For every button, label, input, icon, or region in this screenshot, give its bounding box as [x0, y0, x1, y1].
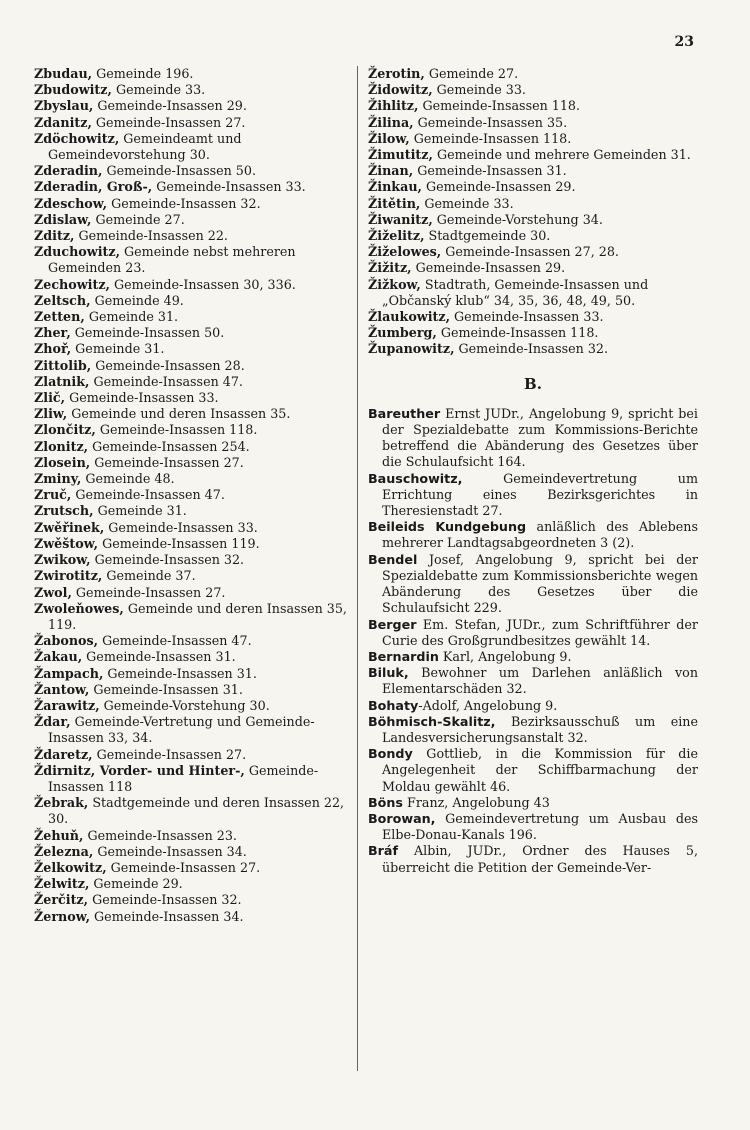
- entry-heading: Žimutitz,: [368, 147, 433, 163]
- entry-heading: Bernardin: [368, 648, 439, 664]
- index-entry: [34, 390, 352, 406]
- entry-heading: Zwikow,: [34, 552, 91, 568]
- index-entry: [34, 406, 352, 422]
- entry-text: Albin, JUDr., Ordner des Hauses 5, überreicht die Petition der Gemeinde-Ver-: [382, 843, 698, 875]
- entry-heading: Zduchowitz,: [34, 244, 120, 260]
- entry-text: Stadtrath, Gemeinde-Insassen und „Občanský klub“ 34, 35, 36, 48, 49, 50.: [382, 276, 649, 308]
- entry-text: Gemeindevertretung um Errichtung eines Bezirksgerichtes in Theresienstadt 27.: [382, 470, 698, 519]
- index-entry: [34, 892, 352, 908]
- entry-heading: Ždaretz,: [34, 746, 93, 762]
- entry-text: Gemeinde-Insassen 31.: [89, 681, 243, 697]
- entry-heading: Zlosein,: [34, 454, 91, 470]
- entry-heading: Zdeschow,: [34, 195, 108, 211]
- entry-heading: Žitětin,: [368, 195, 421, 211]
- entry-heading: Žinkau,: [368, 179, 422, 195]
- index-entry: [34, 714, 352, 746]
- entry-heading: Bareuther: [368, 405, 441, 421]
- entry-text: Gemeinde-Insassen 47.: [71, 487, 225, 503]
- index-entry: [368, 196, 698, 212]
- entry-heading: Žarawitz,: [34, 697, 100, 713]
- index-entry: [34, 503, 352, 519]
- index-entry: [34, 422, 352, 438]
- entry-text: Gemeinde-Insassen 28.: [91, 357, 245, 373]
- entry-heading: Zwirotitz,: [34, 568, 103, 584]
- entry-text: Gemeinde 33.: [111, 82, 206, 98]
- index-entry: [34, 601, 352, 633]
- entry-text: Gemeinde-Insassen 29.: [93, 98, 247, 114]
- entry-text: Gemeinde-Insassen 27, 28.: [441, 244, 619, 260]
- index-entry: [34, 909, 352, 925]
- entry-text: Gemeinde-Vorstehung 30.: [99, 697, 270, 713]
- entry-heading: Žakau,: [34, 649, 83, 665]
- index-entry: [34, 844, 352, 860]
- entry-heading: Zwoleňowes,: [34, 600, 124, 616]
- right-column: [368, 66, 698, 876]
- entry-heading: Žumberg,: [368, 325, 437, 341]
- column-divider: [357, 66, 358, 1071]
- index-entry: [368, 131, 698, 147]
- entry-text: Gemeinde-Insassen 119.: [98, 535, 260, 551]
- index-entry: [34, 828, 352, 844]
- entry-text: Gemeinde 196.: [92, 66, 194, 81]
- entry-heading: Žihlitz,: [368, 98, 419, 114]
- entry-text: Gemeinde 33.: [420, 195, 514, 211]
- entry-heading: Zlonitz,: [34, 438, 89, 454]
- entry-heading: Zwěřinek,: [34, 519, 105, 535]
- entry-heading: Žiželitz,: [368, 228, 425, 244]
- index-entry: [368, 665, 698, 697]
- entry-heading: Ždar,: [34, 714, 71, 730]
- entry-text: Gemeinde 33.: [432, 82, 526, 98]
- entry-text: Gemeinde-Insassen 32.: [90, 552, 245, 568]
- index-entry: [34, 196, 352, 212]
- entry-text: Gemeinde-Insassen 32.: [454, 341, 609, 357]
- entry-heading: Zminy,: [34, 471, 82, 487]
- entry-heading: Bondy: [368, 746, 413, 762]
- entry-text: Gemeinde-Insassen 27.: [71, 584, 226, 600]
- entry-text: Gemeinde-Insassen 118: [48, 762, 319, 794]
- entry-text: Gemeinde-Insassen 22.: [74, 228, 228, 244]
- entry-heading: Zeltsch,: [34, 292, 91, 308]
- entry-text: Gemeinde-Insassen 50.: [102, 163, 256, 179]
- index-entry: [34, 277, 352, 293]
- index-entry: [34, 666, 352, 682]
- entry-text: Gemeinde-Insassen 27.: [91, 114, 246, 130]
- entry-heading: Železna,: [34, 843, 94, 859]
- section-letter: B.: [524, 374, 542, 393]
- entry-heading: Biluk,: [368, 665, 409, 681]
- entry-heading: Bauschowitz,: [368, 470, 463, 486]
- index-entry: [34, 212, 352, 228]
- index-entry: [368, 244, 698, 260]
- entry-text: anläßlich des Ablebens mehrerer Landtagsabgeordneten 3 (2).: [382, 519, 698, 551]
- index-entry: [34, 649, 352, 665]
- entry-heading: Zittolib,: [34, 357, 92, 373]
- index-entry: [368, 714, 698, 746]
- entry-text: Gemeinde-Insassen 118.: [409, 130, 572, 146]
- entry-heading: Žlaukowitz,: [368, 309, 451, 325]
- index-entry: [368, 212, 698, 228]
- index-entry: [368, 698, 698, 714]
- entry-text: Gemeinde-Insassen 34.: [90, 908, 244, 924]
- entry-heading: Žižitz,: [368, 260, 412, 276]
- entry-heading: Zdislaw,: [34, 211, 92, 227]
- index-entry: [368, 746, 698, 795]
- page-number: 23: [674, 34, 694, 50]
- entry-heading: Borowan,: [368, 810, 436, 826]
- entry-text: Gemeinde-Insassen 254.: [88, 438, 250, 454]
- entry-text: Gemeinde-Insassen 34.: [93, 843, 247, 859]
- index-entry: [34, 860, 352, 876]
- entry-text: Gemeinde und deren Insassen 35.: [67, 406, 291, 422]
- entry-text: Gemeinde-Insassen 32.: [107, 195, 261, 211]
- entry-text: Gemeinde 29.: [89, 876, 183, 892]
- entry-heading: Böns: [368, 794, 403, 810]
- entry-text: Gemeinde-Insassen 31.: [413, 163, 567, 179]
- index-entry: [368, 811, 698, 843]
- entry-heading: Žinan,: [368, 163, 414, 179]
- index-entry: [34, 341, 352, 357]
- entry-heading: Zderadin, Groß-,: [34, 179, 153, 195]
- entry-heading: Zruč,: [34, 487, 72, 503]
- entry-heading: Žernow,: [34, 908, 91, 924]
- entry-text: Gemeinde-Insassen 30, 336.: [109, 276, 296, 292]
- entry-heading: Žiwanitz,: [368, 211, 433, 227]
- entry-text: Gemeinde-Vorstehung 34.: [432, 211, 603, 227]
- index-entry: [34, 325, 352, 341]
- entry-text: Gemeinde-Insassen 118.: [95, 422, 258, 438]
- entry-heading: Bohaty: [368, 697, 419, 713]
- index-entry: [34, 487, 352, 503]
- entry-text: Karl, Angelobung 9.: [438, 648, 572, 664]
- index-entry: [34, 82, 352, 98]
- entry-text: Gemeinde-Insassen 29.: [421, 179, 576, 195]
- index-entry: [368, 163, 698, 179]
- index-entry: [368, 66, 698, 82]
- entry-heading: Žiželowes,: [368, 244, 442, 260]
- entry-heading: Žampach,: [34, 665, 104, 681]
- entry-text: Franz, Angelobung 43: [402, 794, 550, 810]
- entry-text: Bezirksausschuß um eine Landesversicherungsanstalt 32.: [382, 713, 698, 745]
- entry-heading: Böhmisch-Skalitz,: [368, 713, 496, 729]
- entry-text: Gemeinde nebst mehreren Gemeinden 23.: [48, 244, 296, 276]
- index-entry: [34, 228, 352, 244]
- index-entry: [34, 131, 352, 163]
- index-entry: [34, 374, 352, 390]
- index-entry: [368, 179, 698, 195]
- entry-heading: Berger: [368, 616, 417, 632]
- index-entry: [34, 682, 352, 698]
- left-column: [34, 66, 352, 925]
- index-entry: [368, 649, 698, 665]
- entry-text: Gemeinde-Insassen 33.: [152, 179, 306, 195]
- entry-text: Gemeinde-Insassen 47.: [98, 633, 252, 649]
- entry-heading: Beileids Kundgebung: [368, 519, 527, 535]
- index-entry: [34, 244, 352, 276]
- entry-text: Gemeinde 37.: [102, 568, 196, 584]
- entry-heading: Zher,: [34, 325, 71, 341]
- entry-text: Gemeinde-Insassen 35.: [413, 114, 568, 130]
- entry-heading: Zbudau,: [34, 66, 93, 81]
- entry-text: Gemeinde-Insassen 31.: [103, 665, 257, 681]
- index-entry: [34, 163, 352, 179]
- entry-text: Gottlieb, in die Kommission für die Angelegenheit der Schiffbarmachung der Moldau gewählt 46.: [382, 746, 698, 794]
- entry-heading: Žerčitz,: [34, 892, 89, 908]
- entry-heading: Zderadin,: [34, 163, 103, 179]
- index-entry: [368, 341, 698, 357]
- entry-heading: Želkowitz,: [34, 859, 107, 875]
- entry-heading: Bráf: [368, 843, 399, 859]
- entry-text: Gemeinde-Insassen 27.: [90, 454, 244, 470]
- entry-text: Bewohner um Darlehen anläßlich von Elementarschäden 32.: [382, 665, 698, 697]
- index-entry: [34, 358, 352, 374]
- entry-text: Gemeinde-Insassen 33.: [65, 390, 219, 406]
- entry-heading: Zwěštow,: [34, 535, 99, 551]
- entry-heading: Zliw,: [34, 406, 68, 422]
- entry-heading: Žerotin,: [368, 66, 425, 81]
- entry-text: Gemeindevertretung um Ausbau des Elbe-Donau-Kanals 196.: [382, 810, 698, 843]
- entry-text: Gemeinde 31.: [84, 309, 179, 325]
- entry-heading: Bendel: [368, 551, 418, 567]
- entry-heading: Županowitz,: [368, 341, 455, 357]
- entry-heading: Zlončitz,: [34, 422, 96, 438]
- entry-text: Gemeindeamt und Gemeindevorstehung 30.: [48, 130, 242, 163]
- entry-text: Josef, Angelobung 9, spricht bei der Spezialdebatte zum Kommissionsberichte wegen Abänderung des Gesetzes über die Schulaufsicht 229.: [382, 551, 698, 616]
- index-entry: [34, 66, 352, 82]
- entry-heading: Žehuň,: [34, 827, 84, 843]
- entry-heading: Zhoř,: [34, 341, 72, 357]
- index-entry: [368, 277, 698, 309]
- entry-text: Gemeinde-Insassen 23.: [83, 827, 237, 843]
- index-entry: [368, 617, 698, 649]
- entry-text: -Adolf, Angelobung 9.: [418, 697, 558, 713]
- index-entry: [368, 795, 698, 811]
- entry-text: Gemeinde-Insassen 32.: [88, 892, 242, 908]
- index-entry: [34, 633, 352, 649]
- index-entry: [368, 309, 698, 325]
- entry-heading: Zdanitz,: [34, 114, 92, 130]
- entry-text: Em. Stefan, JUDr., zum Schriftführer der Curie des Großgrundbesitzes gewählt 14.: [382, 616, 698, 648]
- entry-heading: Zlatnik,: [34, 373, 90, 389]
- index-entry: [368, 115, 698, 131]
- index-entry: [368, 406, 698, 471]
- index-entry: [34, 115, 352, 131]
- entry-heading: Žižkow,: [368, 276, 421, 292]
- entry-text: Gemeinde und deren Insassen 35, 119.: [48, 600, 347, 632]
- index-entry: [34, 455, 352, 471]
- entry-text: Stadtgemeinde 30.: [424, 228, 551, 244]
- index-entry: [368, 147, 698, 163]
- index-entry: [368, 552, 698, 617]
- index-entry: [368, 519, 698, 551]
- index-entry: [34, 568, 352, 584]
- index-entry: [34, 98, 352, 114]
- entry-text: Gemeinde 49.: [90, 292, 184, 308]
- entry-heading: Žebrak,: [34, 795, 89, 811]
- index-entry: [34, 552, 352, 568]
- index-entry: [368, 471, 698, 520]
- index-entry: [34, 439, 352, 455]
- entry-heading: Želwitz,: [34, 876, 90, 892]
- entry-heading: Zbyslau,: [34, 98, 94, 114]
- entry-heading: Zetten,: [34, 309, 85, 325]
- entry-heading: Žabonos,: [34, 633, 99, 649]
- entry-heading: Ždirnitz, Vorder- und Hinter-,: [34, 762, 245, 778]
- index-entry: [34, 536, 352, 552]
- index-entry: [368, 260, 698, 276]
- entry-text: Gemeinde-Insassen 27.: [106, 859, 261, 875]
- index-entry: [34, 763, 352, 795]
- index-entry: [34, 876, 352, 892]
- index-entry: [368, 843, 698, 875]
- entry-text: Gemeinde 48.: [81, 471, 175, 487]
- entry-text: Gemeinde-Insassen 31.: [82, 649, 236, 665]
- entry-heading: Židowitz,: [368, 82, 433, 98]
- entry-heading: Zditz,: [34, 228, 75, 244]
- index-entry: [34, 309, 352, 325]
- entry-text: Gemeinde-Insassen 118.: [418, 98, 581, 114]
- entry-heading: Zbudowitz,: [34, 82, 112, 98]
- entry-heading: Zechowitz,: [34, 276, 110, 292]
- entry-text: Gemeinde 27.: [424, 66, 519, 81]
- entry-text: Gemeinde-Insassen 29.: [411, 260, 566, 276]
- index-entry: [34, 747, 352, 763]
- entry-text: Gemeinde-Insassen 27.: [92, 746, 247, 762]
- index-entry: [34, 698, 352, 714]
- entry-text: Gemeinde 31.: [93, 503, 187, 519]
- entry-heading: Žilow,: [368, 130, 410, 146]
- entry-text: Gemeinde-Insassen 118.: [436, 325, 599, 341]
- entry-text: Gemeinde und mehrere Gemeinden 31.: [432, 147, 691, 163]
- index-entry: [368, 325, 698, 341]
- index-entry: [34, 293, 352, 309]
- entry-text: Gemeinde-Insassen 33.: [104, 519, 258, 535]
- entry-text: Gemeinde-Insassen 47.: [89, 373, 243, 389]
- entry-heading: Žilina,: [368, 114, 414, 130]
- entry-heading: Zrutsch,: [34, 503, 94, 519]
- entry-text: Gemeinde-Vertretung und Gemeinde-Insassen 33, 34.: [48, 714, 315, 746]
- entry-heading: Žantow,: [34, 681, 90, 697]
- index-entry: [34, 585, 352, 601]
- entry-text: Ernst JUDr., Angelobung 9, spricht bei der Spezialdebatte zum Kommissions-Berichte betreffend die Abänderung des Gesetzes über die Schulaufsicht 164.: [382, 405, 698, 470]
- index-entry: [368, 228, 698, 244]
- index-entry: [34, 179, 352, 195]
- entry-heading: Zlič,: [34, 390, 66, 406]
- entry-text: Gemeinde 31.: [71, 341, 165, 357]
- entry-text: Gemeinde-Insassen 33.: [450, 309, 604, 325]
- index-entry: [368, 82, 698, 98]
- index-entry: [34, 520, 352, 536]
- index-entry: [34, 471, 352, 487]
- entry-text: Gemeinde 27.: [91, 211, 185, 227]
- index-entry: [368, 98, 698, 114]
- index-entry: [34, 795, 352, 827]
- entry-text: Stadtgemeinde und deren Insassen 22, 30.: [48, 795, 345, 827]
- entry-heading: Zwol,: [34, 584, 72, 600]
- entry-heading: Zdöchowitz,: [34, 130, 120, 146]
- entry-text: Gemeinde-Insassen 50.: [70, 325, 225, 341]
